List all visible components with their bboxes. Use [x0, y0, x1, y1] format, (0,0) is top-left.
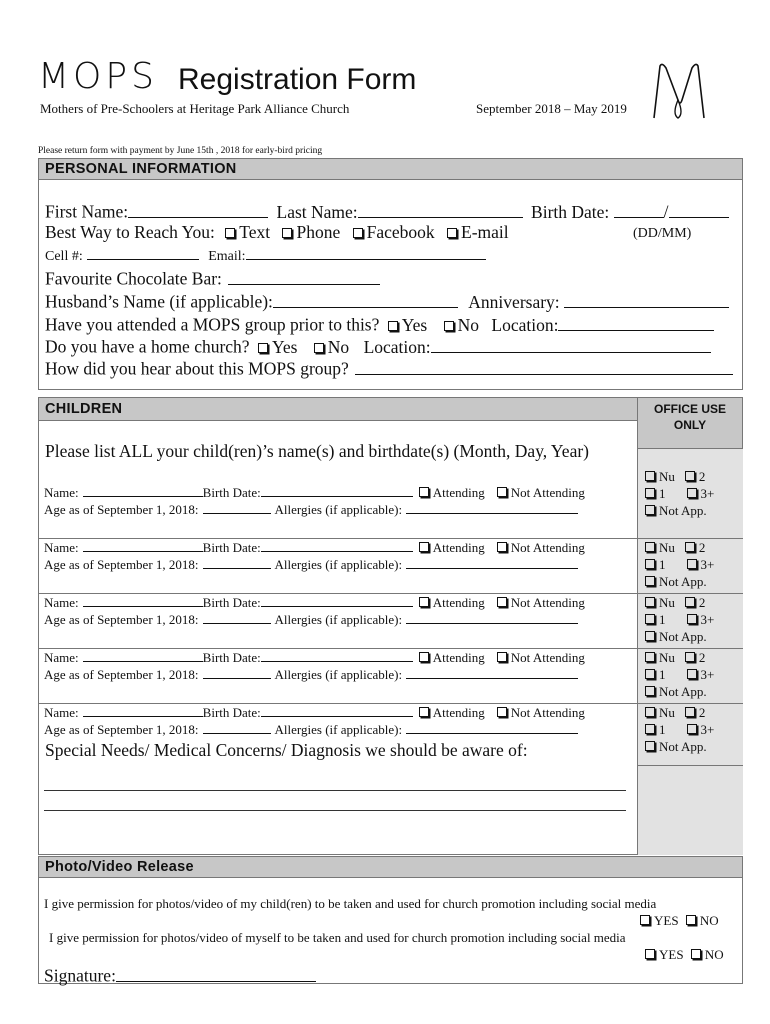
email-label: Email: [208, 249, 246, 264]
checkbox-icon[interactable] [645, 631, 655, 641]
home-church-location-field[interactable] [431, 335, 711, 353]
not-attending-option[interactable]: Not Attending [497, 705, 585, 720]
office-3plus-option[interactable]: 3+ [687, 612, 715, 627]
attended-row [45, 313, 714, 336]
personal-heading: PERSONAL INFORMATION [38, 158, 743, 180]
checkbox-icon[interactable] [645, 505, 655, 515]
checkbox-icon[interactable] [419, 542, 429, 552]
checkbox-icon[interactable] [645, 949, 655, 959]
child-age-field[interactable] [203, 501, 271, 514]
checkbox-icon[interactable] [419, 597, 429, 607]
child-allergies-label: Allergies (if applicable): [274, 557, 403, 572]
signature-row [44, 964, 316, 987]
checkbox-icon[interactable] [645, 669, 655, 679]
checkbox-icon[interactable] [258, 343, 268, 353]
checkbox-icon[interactable] [687, 724, 697, 734]
checkbox-icon[interactable] [497, 487, 507, 497]
office-not-app-option[interactable]: Not App. [645, 629, 707, 644]
self-photo-yes[interactable]: YES [645, 947, 684, 962]
office-3plus-option[interactable]: 3+ [687, 722, 715, 737]
child-name-label: Name: [44, 595, 79, 610]
checkbox-icon[interactable] [645, 741, 655, 751]
child-name-line [44, 649, 585, 666]
checkbox-icon[interactable] [686, 915, 696, 925]
child-age-line [44, 666, 578, 683]
child-allergies-label: Allergies (if applicable): [274, 612, 403, 627]
attended-no-option[interactable]: No [444, 315, 479, 335]
self-photo-options [645, 947, 724, 963]
child-age-label: Age as of September 1, 2018: [44, 722, 199, 737]
attending-option[interactable]: Attending [419, 650, 485, 665]
children-instructions: Please list ALL your child(ren)’s name(s) and birthdate(s) (Month, Day, Year) [45, 441, 589, 461]
child-birth-date-field[interactable] [261, 484, 413, 497]
first-name-field[interactable] [128, 200, 268, 218]
subtitle: Mothers of Pre-Schoolers at Heritage Park Alliance Church [40, 101, 350, 116]
office-not-app-option[interactable]: Not App. [645, 739, 707, 754]
child-name-line [44, 594, 585, 611]
attended-yes-option[interactable]: Yes [388, 315, 427, 335]
children-heading: CHILDREN [38, 397, 638, 421]
birth-day-field[interactable] [614, 200, 664, 218]
self-photo-permission: I give permission for photos/video of myself to be taken and used for church promotion including social media [49, 930, 626, 945]
checkbox-icon[interactable] [282, 228, 292, 238]
checkbox-icon[interactable] [645, 471, 655, 481]
checkbox-icon[interactable] [685, 471, 695, 481]
attending-option[interactable]: Attending [419, 705, 485, 720]
checkbox-icon[interactable] [685, 597, 695, 607]
special-needs-line[interactable] [44, 790, 626, 791]
office-nu-option[interactable]: Nu [645, 540, 675, 555]
office-2-option[interactable]: 2 [685, 469, 706, 484]
child-age-line [44, 556, 578, 573]
checkbox-icon[interactable] [497, 542, 507, 552]
office-use-options [645, 649, 714, 700]
email-option[interactable]: E-mail [447, 222, 509, 242]
child-name-label: Name: [44, 485, 79, 500]
children-photo-no[interactable]: NO [686, 913, 719, 928]
child-name-field[interactable] [83, 704, 203, 717]
checkbox-icon[interactable] [645, 686, 655, 696]
season-dates: September 2018 – May 2019 [476, 101, 627, 116]
special-needs-label: Special Needs/ Medical Concerns/ Diagnosis we should be aware of: [45, 740, 528, 760]
child-birth-date-label: Birth Date: [202, 705, 261, 720]
child-birth-date-label: Birth Date: [202, 595, 261, 610]
checkbox-icon[interactable] [444, 321, 454, 331]
child-name-label: Name: [44, 650, 79, 665]
child-name-field[interactable] [83, 594, 203, 607]
home-church-row [45, 335, 711, 358]
child-row-divider [38, 538, 743, 539]
checkbox-icon[interactable] [419, 707, 429, 717]
child-allergies-field[interactable] [406, 501, 578, 514]
email-field[interactable] [246, 246, 486, 260]
office-1-option[interactable]: 1 [645, 667, 666, 682]
checkbox-icon[interactable] [687, 669, 697, 679]
checkbox-icon[interactable] [419, 487, 429, 497]
child-name-line [44, 704, 585, 721]
checkbox-icon[interactable] [645, 652, 655, 662]
checkbox-icon[interactable] [687, 559, 697, 569]
child-name-field[interactable] [83, 539, 203, 552]
children-photo-yes[interactable]: YES [640, 913, 679, 928]
home-church-label: Do you have a home church? [45, 336, 250, 357]
not-attending-option[interactable]: Not Attending [497, 595, 585, 610]
child-birth-date-field[interactable] [261, 539, 413, 552]
child-age-field[interactable] [203, 556, 271, 569]
child-name-line [44, 539, 585, 556]
attending-option[interactable]: Attending [419, 485, 485, 500]
office-1-option[interactable]: 1 [645, 557, 666, 572]
self-photo-no[interactable]: NO [691, 947, 724, 962]
checkbox-icon[interactable] [685, 542, 695, 552]
attended-location-label: Location: [491, 314, 559, 335]
last-name-label: Last Name: [276, 201, 358, 222]
best-way-label: Best Way to Reach You: [45, 222, 215, 242]
best-way-row [45, 222, 509, 243]
children-photo-options [640, 913, 719, 929]
child-age-label: Age as of September 1, 2018: [44, 612, 199, 627]
attended-label: Have you attended a MOPS group prior to this? [45, 314, 380, 335]
anniversary-label: Anniversary: [468, 291, 560, 312]
office-use-heading: OFFICE USE ONLY [637, 397, 743, 449]
husband-label: Husband’s Name (if applicable): [45, 291, 273, 312]
child-name-label: Name: [44, 705, 79, 720]
office-not-app-option[interactable]: Not App. [645, 574, 707, 589]
registration-form-title: Registration Form [178, 63, 417, 96]
child-allergies-label: Allergies (if applicable): [274, 502, 403, 517]
office-nu-option[interactable]: Nu [645, 469, 675, 484]
mops-logo-icon [650, 60, 708, 120]
anniversary-field[interactable] [564, 290, 729, 308]
not-attending-option[interactable]: Not Attending [497, 650, 585, 665]
office-nu-option[interactable]: Nu [645, 595, 675, 610]
checkbox-icon[interactable] [225, 228, 235, 238]
child-age-label: Age as of September 1, 2018: [44, 502, 199, 517]
attended-location-field[interactable] [558, 313, 714, 331]
child-age-field[interactable] [203, 611, 271, 624]
phone-option[interactable]: Phone [282, 222, 340, 242]
child-birth-date-field[interactable] [261, 704, 413, 717]
office-divider [637, 765, 743, 766]
child-age-field[interactable] [203, 721, 271, 734]
child-row-divider [38, 703, 743, 704]
child-allergies-label: Allergies (if applicable): [274, 667, 403, 682]
checkbox-icon[interactable] [645, 614, 655, 624]
first-name-row: First Name: Last Name: Birth Date: / [45, 200, 729, 223]
cell-field[interactable] [87, 246, 199, 260]
office-3plus-option[interactable]: 3+ [687, 667, 715, 682]
mops-title: MOPS [38, 56, 158, 97]
child-age-label: Age as of September 1, 2018: [44, 667, 199, 682]
checkbox-icon[interactable] [497, 597, 507, 607]
office-3plus-option[interactable]: 3+ [687, 557, 715, 572]
checkbox-icon[interactable] [687, 614, 697, 624]
checkbox-icon[interactable] [640, 915, 650, 925]
checkbox-icon[interactable] [497, 707, 507, 717]
checkbox-icon[interactable] [447, 228, 457, 238]
child-birth-date-label: Birth Date: [202, 540, 261, 555]
office-2-option[interactable]: 2 [685, 540, 706, 555]
office-not-app-option[interactable]: Not App. [645, 503, 707, 518]
husband-row [45, 290, 729, 313]
chocolate-label: Favourite Chocolate Bar: [45, 268, 222, 289]
birth-date-label: Birth Date: [531, 201, 610, 222]
child-allergies-field[interactable] [406, 556, 578, 569]
checkbox-icon[interactable] [497, 652, 507, 662]
heard-field[interactable] [355, 357, 733, 375]
child-allergies-field[interactable] [406, 611, 578, 624]
child-name-line [44, 484, 585, 501]
home-church-no-option[interactable]: No [314, 337, 349, 357]
office-1-option[interactable]: 1 [645, 722, 666, 737]
child-allergies-label: Allergies (if applicable): [274, 722, 403, 737]
office-use-options [645, 704, 714, 755]
office-use-options [645, 594, 714, 645]
checkbox-icon[interactable] [645, 542, 655, 552]
child-age-line [44, 611, 578, 628]
checkbox-icon[interactable] [314, 343, 324, 353]
office-not-app-option[interactable]: Not App. [645, 684, 707, 699]
child-age-line [44, 501, 578, 518]
child-age-field[interactable] [203, 666, 271, 679]
first-name-label: First Name: [45, 201, 129, 222]
chocolate-row [45, 267, 380, 290]
return-note: Please return form with payment by June 15th , 2018 for early-bird pricing [38, 146, 323, 156]
child-name-label: Name: [44, 540, 79, 555]
chocolate-field[interactable] [228, 267, 380, 285]
child-name-field[interactable] [83, 649, 203, 662]
checkbox-icon[interactable] [645, 488, 655, 498]
office-1-option[interactable]: 1 [645, 486, 666, 501]
signature-label: Signature: [44, 965, 116, 986]
checkbox-icon[interactable] [645, 576, 655, 586]
office-2-option[interactable]: 2 [685, 595, 706, 610]
ddmm-hint: (DD/MM) [633, 226, 692, 241]
checkbox-icon[interactable] [645, 559, 655, 569]
child-birth-date-field[interactable] [261, 594, 413, 607]
child-age-line [44, 721, 578, 738]
child-age-label: Age as of September 1, 2018: [44, 557, 199, 572]
office-use-options [645, 468, 714, 519]
office-nu-option[interactable]: Nu [645, 705, 675, 720]
checkbox-icon[interactable] [388, 321, 398, 331]
last-name-field[interactable] [358, 200, 523, 218]
checkbox-icon[interactable] [691, 949, 701, 959]
child-birth-date-field[interactable] [261, 649, 413, 662]
child-birth-date-label: Birth Date: [202, 650, 261, 665]
child-allergies-field[interactable] [406, 666, 578, 679]
children-photo-permission: I give permission for photos/video of my child(ren) to be taken and used for church promotion including social media [44, 896, 657, 911]
checkbox-icon[interactable] [353, 228, 363, 238]
checkbox-icon[interactable] [645, 597, 655, 607]
office-2-option[interactable]: 2 [685, 705, 706, 720]
child-allergies-field[interactable] [406, 721, 578, 734]
checkbox-icon[interactable] [645, 724, 655, 734]
child-row-divider [38, 593, 743, 594]
child-name-field[interactable] [83, 484, 203, 497]
not-attending-option[interactable]: Not Attending [497, 540, 585, 555]
checkbox-icon[interactable] [685, 652, 695, 662]
photo-heading: Photo/Video Release [38, 856, 743, 878]
signature-field[interactable] [116, 964, 316, 982]
office-3plus-option[interactable]: 3+ [687, 486, 715, 501]
heard-label: How did you hear about this MOPS group? [45, 358, 349, 379]
special-needs-line[interactable] [44, 810, 626, 811]
office-1-option[interactable]: 1 [645, 612, 666, 627]
checkbox-icon[interactable] [419, 652, 429, 662]
child-birth-date-label: Birth Date: [202, 485, 261, 500]
checkbox-icon[interactable] [687, 488, 697, 498]
attending-option[interactable]: Attending [419, 540, 485, 555]
not-attending-option[interactable]: Not Attending [497, 485, 585, 500]
cell-label: Cell #: [45, 249, 83, 264]
office-2-option[interactable]: 2 [685, 650, 706, 665]
office-nu-option[interactable]: Nu [645, 650, 675, 665]
birth-month-field[interactable] [669, 200, 729, 218]
heard-row [45, 357, 733, 380]
child-row-divider [38, 648, 743, 649]
facebook-option[interactable]: Facebook [353, 222, 435, 242]
text-option[interactable]: Text [225, 222, 270, 242]
home-church-location-label: Location: [363, 336, 431, 357]
husband-field[interactable] [273, 290, 458, 308]
cell-email-row [45, 246, 486, 265]
checkbox-icon[interactable] [685, 707, 695, 717]
attending-option[interactable]: Attending [419, 595, 485, 610]
office-use-options [645, 539, 714, 590]
home-church-yes-option[interactable]: Yes [258, 337, 297, 357]
checkbox-icon[interactable] [645, 707, 655, 717]
